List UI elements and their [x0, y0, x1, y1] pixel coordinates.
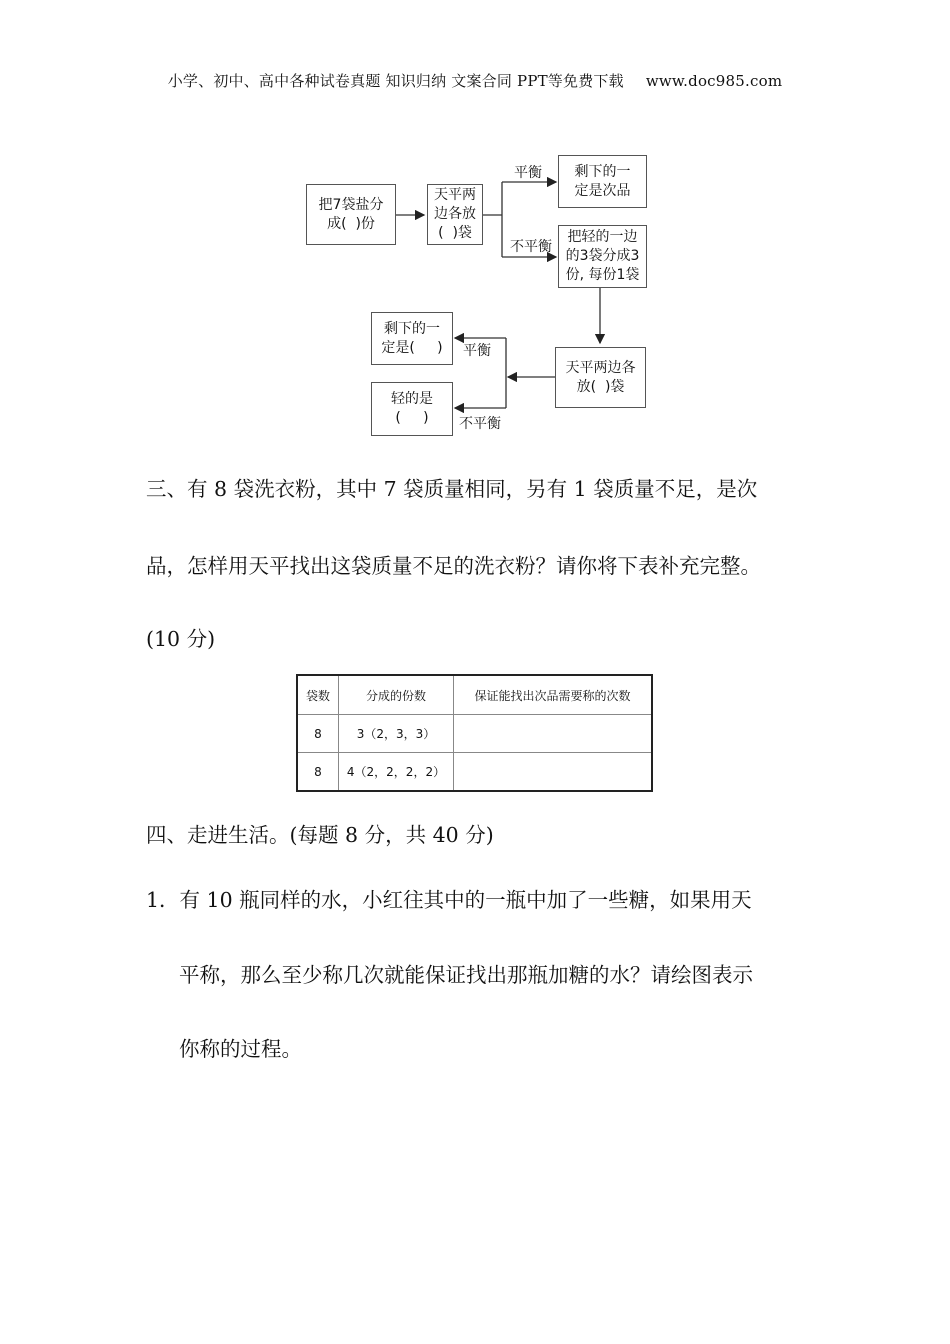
label-unbalanced-1: 不平衡	[510, 239, 552, 255]
box-split: 把7袋盐分 成( )份	[306, 184, 396, 245]
table-header: 分成的份数	[339, 675, 454, 715]
box-lighter-split: 把轻的一边 的3袋分成3 份, 每份1袋	[558, 225, 647, 288]
label-balanced-1: 平衡	[514, 165, 542, 181]
answer-table	[296, 674, 653, 792]
box-balance-2: 天平两边各 放( )袋	[555, 347, 646, 408]
q1-line1: 1．有 10 瓶同样的水，小红往其中的一瓶中加了一些糖，如果用天	[146, 888, 752, 912]
section3-line1: 三、有 8 袋洗衣粉，其中 7 袋质量相同，另有 1 袋质量不足，是次	[146, 477, 758, 501]
table-cell: 3（2，3，3）	[339, 715, 454, 753]
header-site: www.doc985.com	[645, 72, 783, 90]
answer-cell[interactable]	[454, 715, 653, 753]
table-row	[297, 715, 652, 753]
flowchart	[0, 0, 950, 450]
section3-line2: 品，怎样用天平找出这袋质量不足的洗衣粉？请你将下表补充完整。	[146, 554, 761, 578]
label-balanced-2: 平衡	[463, 343, 491, 359]
box-remaining-1: 剩下的一 定是次品	[558, 155, 647, 208]
table-header: 保证能找出次品需要称的次数	[454, 675, 653, 715]
section3-points: (10 分)	[146, 627, 216, 651]
section4-title: 四、走进生活。(每题 8 分，共 40 分)	[146, 823, 494, 847]
table-header-row	[297, 675, 652, 715]
label-unbalanced-2: 不平衡	[459, 416, 501, 432]
box-balance-1: 天平两 边各放 ( )袋	[427, 184, 483, 245]
q1-line2: 平称，那么至少称几次就能保证找出那瓶加糖的水？请绘图表示	[179, 963, 753, 987]
table-header: 袋数	[297, 675, 339, 715]
table-cell: 8	[297, 753, 339, 792]
box-remaining-2: 剩下的一 定是( )	[371, 312, 453, 365]
answer-cell[interactable]	[454, 753, 653, 792]
table-cell: 4（2，2，2，2）	[339, 753, 454, 792]
header-text: 小学、初中、高中各种试卷真题 知识归纳 文案合同 PPT等免费下载	[167, 72, 624, 90]
q1-line3: 你称的过程。	[179, 1037, 302, 1061]
table-row	[297, 753, 652, 792]
box-lighter: 轻的是 ( )	[371, 382, 453, 436]
table-cell: 8	[297, 715, 339, 753]
